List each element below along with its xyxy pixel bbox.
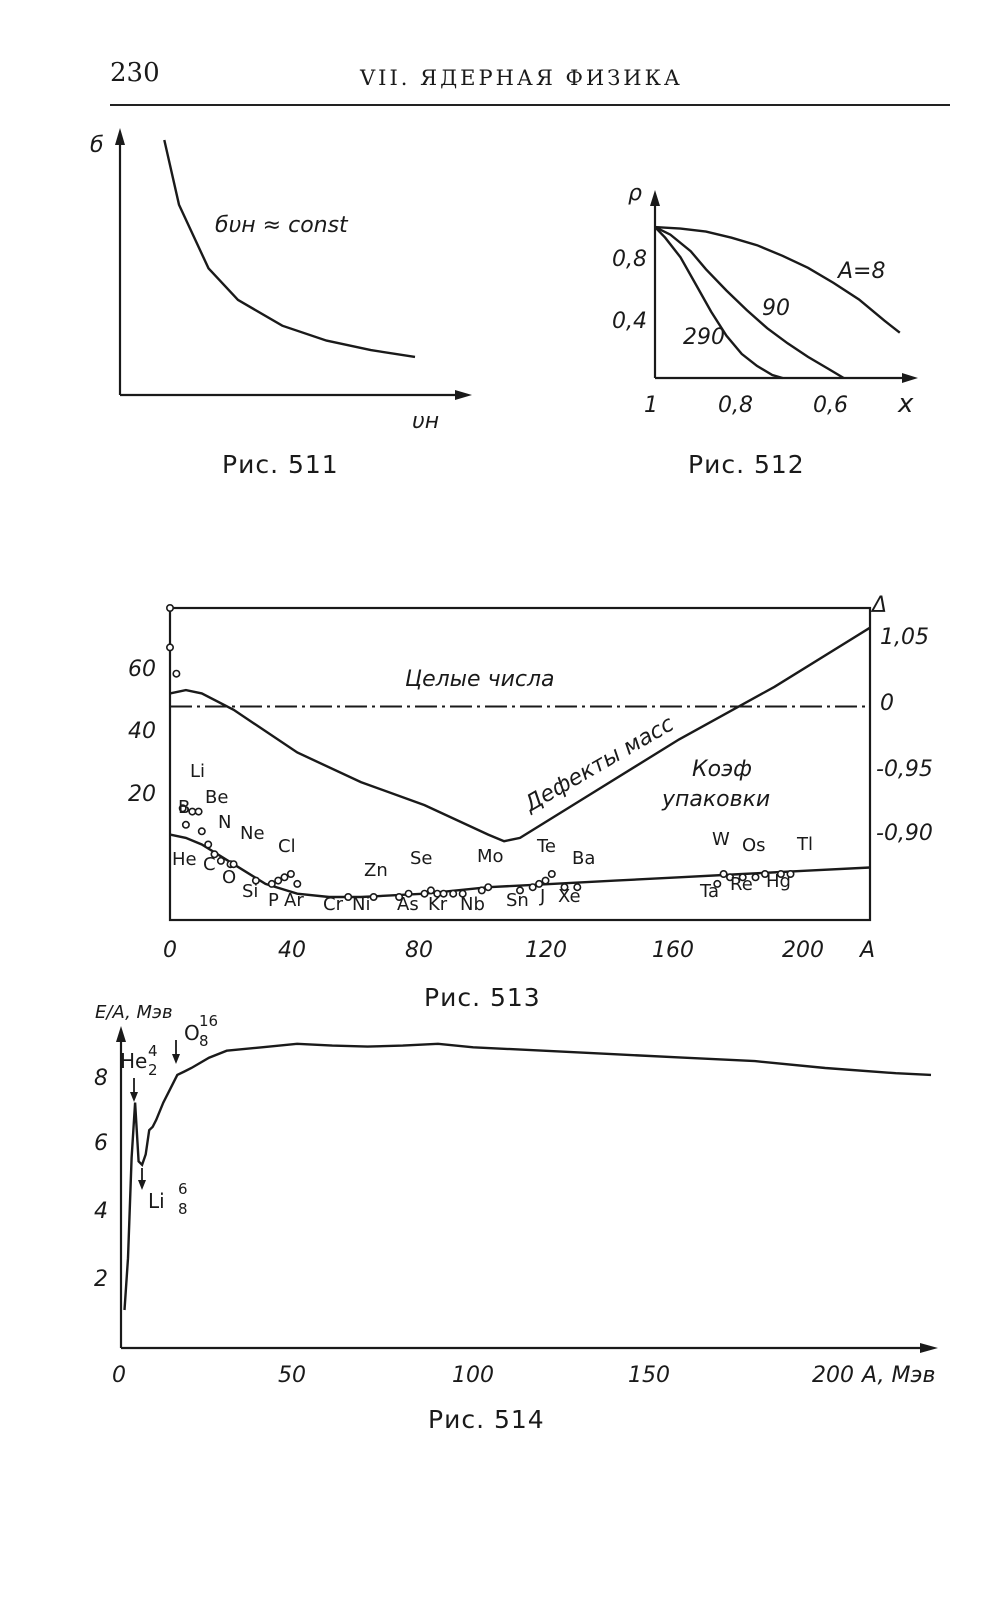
fig513-xtick-0: 0	[163, 938, 177, 963]
fig513-annotation-defect: Дефекты масс	[520, 711, 679, 818]
fig513-xtick-120: 120	[525, 938, 567, 963]
elem-o: O	[222, 867, 237, 888]
fig514-ytick-6: 6	[94, 1131, 108, 1156]
fig514-ytick-4: 4	[94, 1199, 108, 1224]
elem-b: B	[178, 797, 191, 818]
fig514-xtick-200: 200	[812, 1363, 854, 1388]
fig513-caption: Рис. 513	[424, 983, 541, 1012]
fig512-label-90: 90	[762, 296, 790, 321]
elem-kr: Kr	[428, 894, 448, 915]
fig512-xtick-08: 0,8	[718, 393, 753, 418]
elem-cl: Cl	[278, 836, 296, 857]
elem-xe: Xe	[558, 886, 581, 907]
fig513-ytick-20: 20	[128, 782, 156, 807]
fig513-right-axis-label: Δ	[872, 593, 888, 618]
fig514-label-he: He	[120, 1049, 148, 1073]
elem-p: P	[268, 890, 279, 911]
fig513-rtick-105: 1,05	[880, 625, 929, 650]
fig512-xtick-06: 0,6	[813, 393, 848, 418]
elem-ta: Ta	[700, 881, 720, 902]
fig512-ytick-08: 0,8	[612, 247, 647, 272]
fig511-y-label: б	[90, 133, 104, 158]
fig514-label-he-sup: 4	[148, 1042, 158, 1060]
fig513-ytick-60: 60	[128, 657, 156, 682]
elem-mo: Mo	[477, 846, 504, 867]
fig514-label-o-sub: 8	[199, 1032, 209, 1050]
fig512-x-label: x	[898, 389, 914, 419]
elem-as: As	[397, 894, 419, 915]
fig512-label-a8: A=8	[838, 259, 886, 284]
fig513-x-label: A	[860, 938, 876, 963]
fig513-rtick-0: 0	[880, 691, 894, 716]
fig514-label-li-sub: 8	[178, 1200, 188, 1218]
fig513-rtick-095: -0,95	[876, 757, 933, 782]
elem-hg: Hg	[766, 871, 791, 892]
fig514-label-o-sup: 16	[199, 1012, 219, 1030]
fig513-ytick-40: 40	[128, 719, 156, 744]
fig514-arrowhead-o	[172, 1054, 180, 1064]
elem-be: Be	[205, 787, 229, 808]
fig514-ytick-8: 8	[94, 1066, 108, 1091]
fig514-label-o: O	[184, 1021, 200, 1045]
elem-li: Li	[190, 761, 206, 782]
fig511-annotation: бυн ≈ const	[215, 213, 348, 238]
fig514-y-label: E/A, Мэв	[95, 1002, 173, 1023]
elem-n: N	[218, 812, 232, 833]
fig513-xtick-40: 40	[278, 938, 306, 963]
fig514-x-arrow	[920, 1343, 938, 1353]
elem-nb: Nb	[460, 894, 485, 915]
fig514-y-arrow	[116, 1026, 126, 1042]
fig514-xtick-0: 0	[112, 1363, 126, 1388]
fig514-curve	[125, 1044, 932, 1310]
elem-j: J	[540, 886, 546, 907]
fig511-caption: Рис. 511	[222, 450, 339, 479]
fig514-x-label: A, Мэв	[862, 1363, 936, 1388]
fig514-label-he-sub: 2	[148, 1061, 158, 1079]
elem-te: Te	[537, 836, 557, 857]
elem-zn: Zn	[364, 860, 388, 881]
elem-ar: Ar	[284, 890, 304, 911]
elem-os: Os	[742, 835, 766, 856]
elem-tl: Tl	[797, 834, 813, 855]
fig513-xtick-80: 80	[405, 938, 433, 963]
chapter-title: VII. ЯДЕРНАЯ ФИЗИКА	[360, 66, 683, 90]
fig513-xtick-160: 160	[652, 938, 694, 963]
elem-w: W	[712, 829, 730, 850]
elem-se: Se	[410, 848, 433, 869]
fig514-xtick-50: 50	[278, 1363, 306, 1388]
elem-he: He	[172, 849, 197, 870]
fig512-caption: Рис. 512	[688, 450, 805, 479]
fig513-annotation-integers: Целые числа	[405, 667, 555, 692]
fig514-label-li-sup: 6	[178, 1180, 188, 1198]
fig512-ytick-04: 0,4	[612, 309, 647, 334]
elem-cr: Cr	[323, 894, 343, 915]
fig512-y-label: ρ	[628, 181, 642, 206]
elem-c: C	[203, 854, 216, 875]
fig514-ytick-2: 2	[94, 1267, 108, 1292]
fig513-xtick-200: 200	[782, 938, 824, 963]
fig514-arrowhead-li	[138, 1180, 146, 1190]
elem-ni: Ni	[352, 894, 371, 915]
elem-re: Re	[730, 874, 753, 895]
elem-sn: Sn	[506, 890, 529, 911]
elem-ba: Ba	[572, 848, 596, 869]
fig514-label-li: Li	[148, 1189, 165, 1213]
fig513-annotation-packing1: Коэф	[692, 757, 752, 782]
elem-ne: Ne	[240, 823, 265, 844]
page-number: 230	[110, 58, 160, 88]
fig512-xtick-1: 1	[644, 393, 658, 418]
fig514-xtick-100: 100	[452, 1363, 494, 1388]
fig511-x-label: υн	[412, 409, 440, 434]
fig513-rtick-090: -0,90	[876, 821, 933, 846]
fig514-arrowhead-he	[130, 1092, 138, 1102]
fig513-annotation-packing2: упаковки	[662, 787, 771, 812]
elem-si: Si	[242, 881, 259, 902]
fig512-label-290: 290	[683, 325, 725, 350]
fig514-xtick-150: 150	[628, 1363, 670, 1388]
fig514-caption: Рис. 514	[428, 1405, 545, 1434]
